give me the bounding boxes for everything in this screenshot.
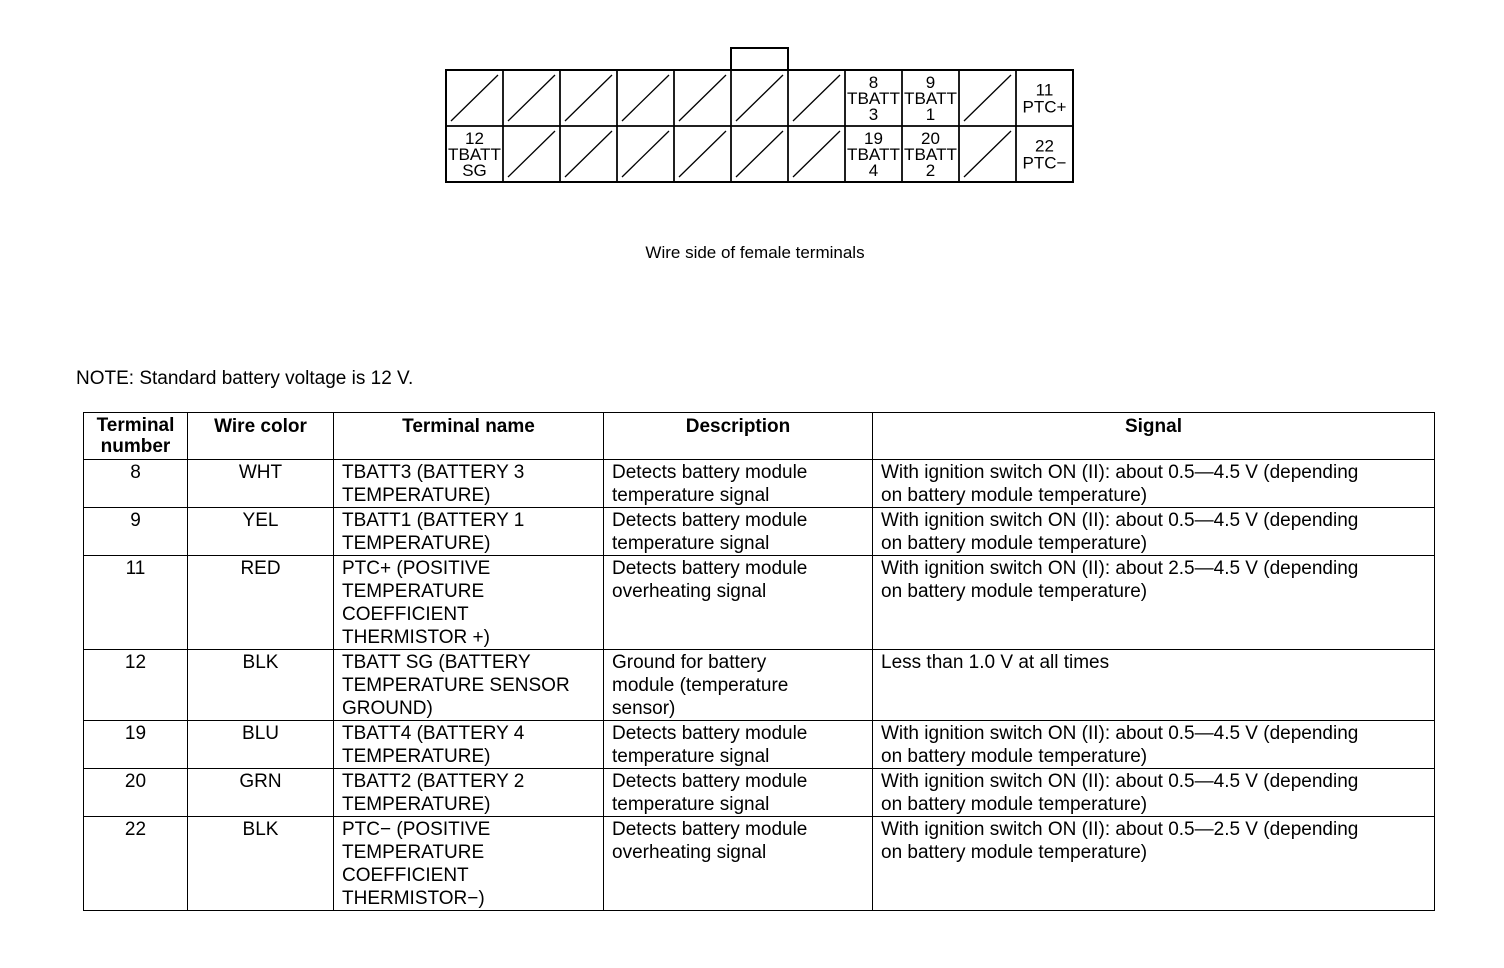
terminal-label: 2 xyxy=(925,161,936,180)
terminal-number: 20 xyxy=(84,769,188,817)
terminal-label: 11 xyxy=(1035,80,1054,100)
wire-color: YEL xyxy=(188,508,334,556)
blank-cell xyxy=(674,70,731,126)
terminal-name: TBATT1 (BATTERY 1 TEMPERATURE) xyxy=(334,508,604,556)
terminal-label: 19 xyxy=(864,129,883,148)
terminal-cell xyxy=(446,126,503,182)
header-terminal-number: Terminal number xyxy=(84,413,188,460)
blank-cell xyxy=(617,70,674,126)
terminal-number: 8 xyxy=(84,460,188,508)
terminal-number: 22 xyxy=(84,817,188,911)
terminal-label: TBATT xyxy=(847,145,900,164)
signal: With ignition switch ON (II): about 0.5—4.5 V (depending on battery module temperature) xyxy=(873,460,1435,508)
terminal-spec-table xyxy=(83,412,1435,911)
header-signal: Signal xyxy=(873,413,1435,460)
description: Ground for battery module (temperature sensor) xyxy=(604,650,873,721)
signal: Less than 1.0 V at all times xyxy=(873,650,1435,721)
header-description: Description xyxy=(604,413,873,460)
terminal-number: 19 xyxy=(84,721,188,769)
terminal-label: TBATT xyxy=(847,89,900,108)
description: Detects battery module overheating signal xyxy=(604,556,873,650)
blank-cell xyxy=(503,126,560,182)
blank-cell xyxy=(503,70,560,126)
blank-cell xyxy=(731,70,788,126)
description: Detects battery module temperature signal xyxy=(604,769,873,817)
terminal-label: 22 xyxy=(1035,136,1054,156)
signal: With ignition switch ON (II): about 2.5—4.5 V (depending on battery module temperature) xyxy=(873,556,1435,650)
terminal-label: TBATT xyxy=(904,89,957,108)
description: Detects battery module temperature signal xyxy=(604,721,873,769)
terminal-label: 20 xyxy=(921,129,940,148)
blank-cell xyxy=(731,126,788,182)
connector-caption: Wire side of female terminals xyxy=(645,243,865,262)
description: Detects battery module temperature signal xyxy=(604,508,873,556)
terminal-label: SG xyxy=(462,161,487,180)
wire-color: BLK xyxy=(188,817,334,911)
table-row xyxy=(84,721,1435,769)
blank-cell xyxy=(674,126,731,182)
terminal-label: PTC+ xyxy=(1022,97,1067,117)
terminal-label: 4 xyxy=(868,161,879,180)
terminal-name: TBATT2 (BATTERY 2 TEMPERATURE) xyxy=(334,769,604,817)
connector-key-tab xyxy=(731,48,788,70)
terminal-number: 9 xyxy=(84,508,188,556)
wire-color: RED xyxy=(188,556,334,650)
blank-cell xyxy=(959,70,1016,126)
table-row xyxy=(84,769,1435,817)
header-wire-color: Wire color xyxy=(188,413,334,460)
blank-cell xyxy=(788,70,845,126)
terminal-cell xyxy=(1016,126,1073,182)
terminal-name: TBATT3 (BATTERY 3 TEMPERATURE) xyxy=(334,460,604,508)
wire-color: WHT xyxy=(188,460,334,508)
blank-cell xyxy=(446,70,503,126)
wire-color: GRN xyxy=(188,769,334,817)
terminal-cell xyxy=(902,70,959,126)
terminal-name: PTC− (POSITIVE TEMPERATURE COEFFICIENT THERMISTOR−) xyxy=(334,817,604,911)
wire-color: BLU xyxy=(188,721,334,769)
signal: With ignition switch ON (II): about 0.5—2.5 V (depending on battery module temperature) xyxy=(873,817,1435,911)
wire-color: BLK xyxy=(188,650,334,721)
connector-diagram xyxy=(440,44,1080,188)
terminal-label: 8 xyxy=(868,73,879,92)
note-text: NOTE: Standard battery voltage is 12 V. xyxy=(76,368,414,389)
table-row xyxy=(84,556,1435,650)
terminal-number: 11 xyxy=(84,556,188,650)
header-terminal-name: Terminal name xyxy=(334,413,604,460)
terminal-label: PTC− xyxy=(1022,153,1067,173)
terminal-label: TBATT xyxy=(904,145,957,164)
description: Detects battery module temperature signal xyxy=(604,460,873,508)
blank-cell xyxy=(560,126,617,182)
description: Detects battery module overheating signal xyxy=(604,817,873,911)
signal: With ignition switch ON (II): about 0.5—4.5 V (depending on battery module temperature) xyxy=(873,508,1435,556)
terminal-number: 12 xyxy=(84,650,188,721)
terminal-label: 1 xyxy=(925,105,936,124)
terminal-cell xyxy=(845,126,902,182)
blank-cell xyxy=(560,70,617,126)
terminal-label: 12 xyxy=(465,129,484,148)
table-row xyxy=(84,650,1435,721)
terminal-cell xyxy=(902,126,959,182)
blank-cell xyxy=(617,126,674,182)
terminal-name: TBATT4 (BATTERY 4 TEMPERATURE) xyxy=(334,721,604,769)
blank-cell xyxy=(788,126,845,182)
terminal-name: PTC+ (POSITIVE TEMPERATURE COEFFICIENT THERMISTOR +) xyxy=(334,556,604,650)
signal: With ignition switch ON (II): about 0.5—4.5 V (depending on battery module temperature) xyxy=(873,769,1435,817)
table-row xyxy=(84,508,1435,556)
signal: With ignition switch ON (II): about 0.5—4.5 V (depending on battery module temperature) xyxy=(873,721,1435,769)
terminal-cell xyxy=(1016,70,1073,126)
terminal-cell xyxy=(845,70,902,126)
terminal-label: 9 xyxy=(925,73,936,92)
table-row xyxy=(84,460,1435,508)
terminal-label: 3 xyxy=(868,105,879,124)
table-header-row xyxy=(84,413,1435,460)
blank-cell xyxy=(959,126,1016,182)
terminal-name: TBATT SG (BATTERY TEMPERATURE SENSOR GROUND) xyxy=(334,650,604,721)
table-row xyxy=(84,817,1435,911)
terminal-label: TBATT xyxy=(448,145,501,164)
